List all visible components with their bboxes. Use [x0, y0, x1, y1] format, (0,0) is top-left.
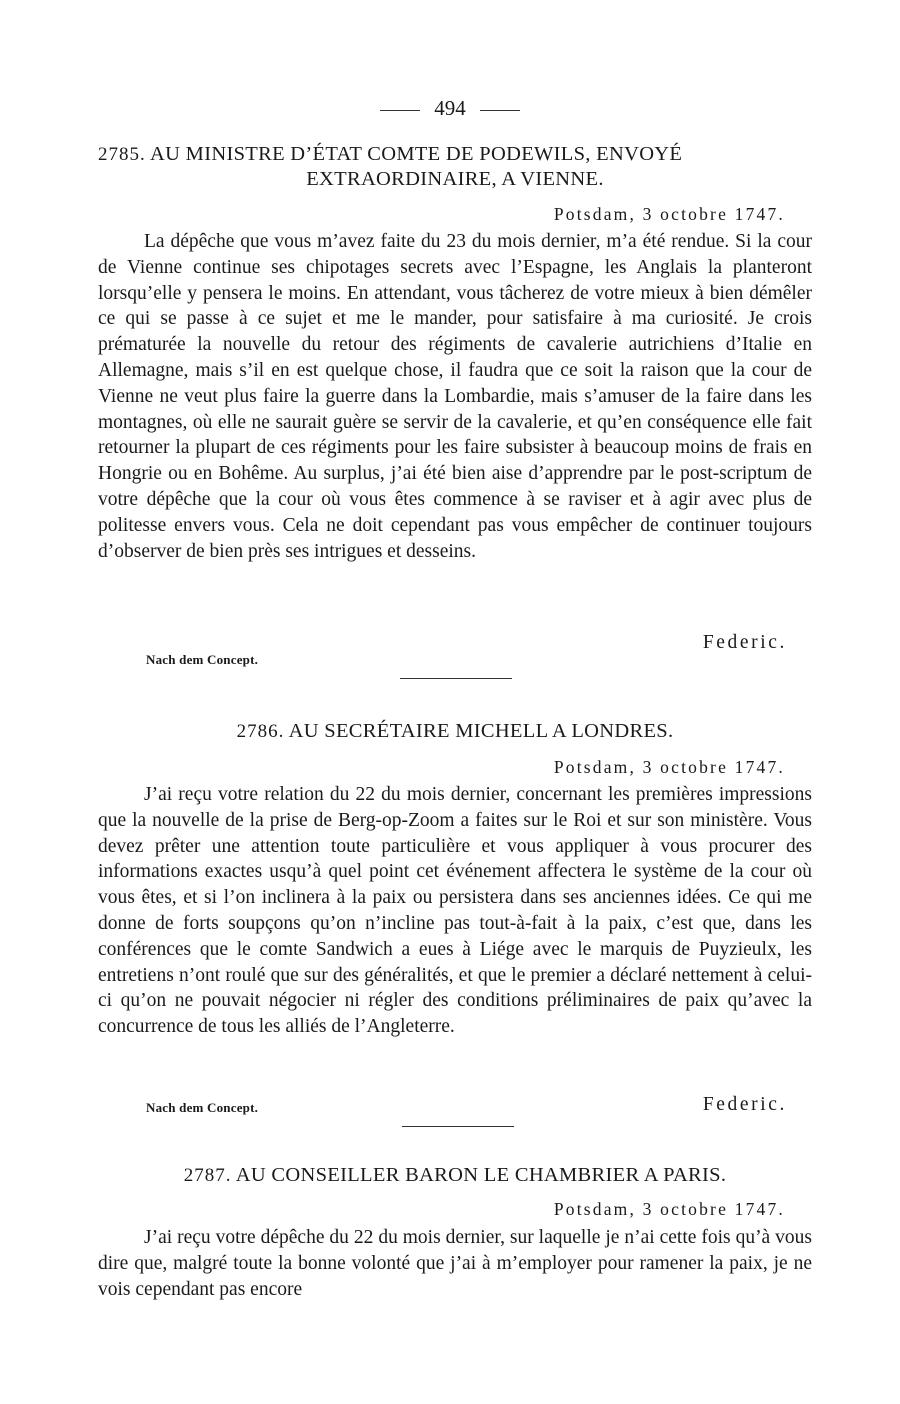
letter-2786-body: J’ai reçu votre relation du 22 du mois dernier, concernant les premières impressions que la nouvelle de la prise de Berg-op-Zoom a faites sur le Roi et sur son ministère. Vous devez prêter une attention toute particulière et vous appliquer à vous procurer des informations exactes usqu’à quel point cet événement affectera le système de la cour où vous êtes, et si l’on inclinera à la paix ou persistera dans ses anciennes idées. Ce qui me donne de forts soupçons qu’on n’incline pas tout-à-fait à la paix, c’est que, dans les conférences que le comte Sandwich a eues à Liége avec le marquis de Puyzieulx, les entretiens n’ont roulé que sur des généralités, et que le premier a déclaré nettement à celui-ci qu’on ne pouvait négocier ni régler des conditions préliminaires de paix qu’avec la concurrence de tous les alliés de l’Angleterre.	[98, 784, 812, 1038]
letter-number: 2786.	[236, 721, 285, 742]
letter-2787-body: J’ai reçu votre dépêche du 22 du mois dernier, sur laquelle je n’ai cette fois qu’à vous dire que, malgré toute la bonne volonté que j’ai à m’employer pour ramener la paix, je ne vois cependant pas encore	[98, 1227, 812, 1300]
page-number-line	[0, 96, 900, 121]
letter-2787-heading	[98, 1163, 812, 1188]
letter-2785-heading	[98, 142, 812, 192]
letter-2785-dateline: Potsdam, 3 octobre 1747.	[553, 204, 785, 224]
letter-2786-dateline: Potsdam, 3 octobre 1747.	[553, 757, 785, 777]
letter-number: 2785.	[98, 144, 146, 165]
letter-2785-signature: Federic.	[702, 632, 787, 653]
letter-2786-signature: Federic.	[702, 1094, 787, 1115]
letter-2786-heading	[98, 719, 812, 744]
page-number-rule-left	[380, 110, 420, 111]
letter-heading-line2: EXTRAORDINAIRE, A VIENNE.	[306, 168, 604, 190]
letter-2785-body: La dépêche que vous m’avez faite du 23 du mois dernier, m’a été rendue. Si la cour de Vienne continue ses chipotages secrets avec l’Espagne, les Anglais la planteront lorsqu’elle y pensera le moins. En attendant, vous tâcherez de votre mieux à bien démêler ce qui se passe à ce sujet et me le mander, pour satisfaire à ma curiosité. Je crois prématurée la nouvelle du retour des régiments de cavalerie autrichiens d’Italie en Allemagne, mais s’il en est quelque chose, il faudra que ce soit la raison que la cour de Vienne ne veut plus faire la guerre dans la Lombardie, mais s’amuser de la faire dans les montagnes, où elle ne saurait guère se servir de la cavalerie, et qu’en conséquence elle fait retourner la plupart de ces régiments pour les faire subsister à beaucoup moins de frais en Hongrie ou en Bohême. Au surplus, j’ai été bien aise d’apprendre par le post-scriptum de votre dépêche que la cour où vous êtes commence à se raviser et à agir avec plus de politesse envers vous. Cela ne doit cependant pas vous empêcher de continuer toujours d’observer de bien près ses intrigues et desseins.	[98, 231, 812, 562]
letter-2787-dateline: Potsdam, 3 octobre 1747.	[553, 1199, 785, 1219]
page-number: 494	[434, 96, 466, 120]
letter-number: 2787.	[183, 1165, 232, 1186]
section-divider	[400, 678, 512, 679]
letter-heading-line1: AU MINISTRE D’ÉTAT COMTE DE PODEWILS, ENVOYÉ	[150, 143, 683, 165]
section-divider	[402, 1126, 514, 1127]
letter-2785-source-note: Nach dem Concept.	[146, 652, 259, 667]
letter-heading-line1: AU SECRÉTAIRE MICHELL A LONDRES.	[288, 720, 674, 742]
page-number-rule-right	[480, 110, 520, 111]
letter-2786-source-note: Nach dem Concept.	[146, 1100, 259, 1115]
letter-heading-line1: AU CONSEILLER BARON LE CHAMBRIER A PARIS.	[235, 1164, 727, 1186]
